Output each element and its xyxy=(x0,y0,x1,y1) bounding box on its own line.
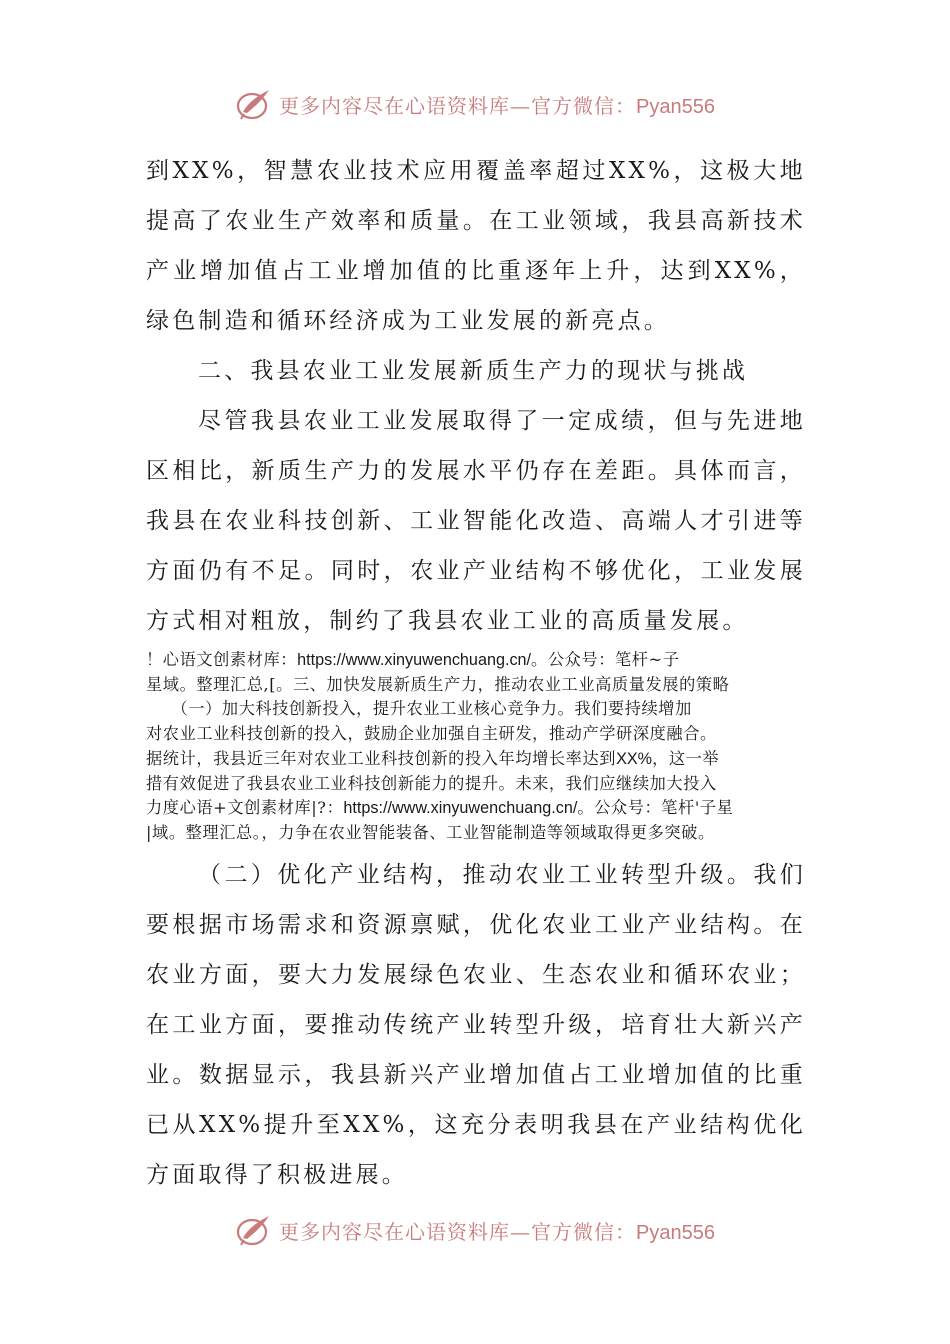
small-line: ！心语文创素材库：https://www.xinyuwenchuang.cn/。公众号：笔杆~子 xyxy=(146,650,680,669)
section-heading-two: 二、我县农业工业发展新质生产力的现状与挑战 xyxy=(198,358,749,384)
paragraph-industry-structure: （二）优化产业结构，推动农业工业转型升级。我们要根据市场需求和资源禀赋，优化农业工业产业结构。在农业方面，要大力发展绿色农业、生态农业和循环农业；在工业方面，要推动传统产业转型升级，培育壮大新兴产业。数据显示，我县新兴产业增加值占工业增加值的比重已从XX%提升至XX%，这充分表明我县在产业结构优化方面取得了积极进展。 xyxy=(146,861,806,1188)
small-line: （一）加大科技创新投入，提升农业工业核心竞争力。我们要持续增加 xyxy=(146,699,692,719)
watermark-text: 更多内容尽在心语资料库—官方微信：Pyan556 xyxy=(279,1219,715,1244)
small-text-block xyxy=(146,648,806,846)
paragraph-continued: 到XX%，智慧农业技术应用覆盖率超过XX%，这极大地提高了农业生产效率和质量。在工业领域，我县高新技术产业增加值占工业增加值的比重逐年上升，达到XX%，绿色制造和循环经济成为工业发展的新亮点。 xyxy=(146,158,806,334)
document-body xyxy=(146,146,806,1200)
top-watermark-banner xyxy=(0,82,950,126)
small-line: 据统计，我县近三年对农业工业科技创新的投入年均增长率达到XX%，这一举 xyxy=(146,748,720,768)
watermark-wechat: Pyan556 xyxy=(636,95,715,118)
small-line: 星域。整理汇总,[。三、加快发展新质生产力，推动农业工业高质量发展的策略 xyxy=(146,674,730,694)
small-line: |域。整理汇总。，力争在农业智能装备、工业智能制造等领域取得更多突破。 xyxy=(146,822,715,842)
quill-pen-logo-icon xyxy=(235,86,275,122)
small-line: 力度心语+文创素材库|?：https://www.xinyuwenchuang.cn/。公众号：笔杆'子星 xyxy=(146,798,734,818)
bottom-watermark-banner xyxy=(0,1208,950,1252)
quill-pen-logo-icon xyxy=(235,1212,275,1248)
watermark-wechat: Pyan556 xyxy=(636,1221,715,1244)
small-line: 对农业工业科技创新的投入，鼓励企业加强自主研发，推动产学研深度融合。 xyxy=(146,724,717,744)
watermark-text: 更多内容尽在心语资料库—官方微信：Pyan556 xyxy=(279,93,715,118)
paragraph-challenges: 尽管我县农业工业发展取得了一定成绩，但与先进地区相比，新质生产力的发展水平仍存在差距。具体而言，我县在农业科技创新、工业智能化改造、高端人才引进等方面仍有不足。同时，农业产业结构不够优化，工业发展方式相对粗放，制约了我县农业工业的高质量发展。 xyxy=(146,408,806,634)
small-line: 措有效促进了我县农业工业科技创新能力的提升。未来，我们应继续加大投入 xyxy=(146,773,717,793)
